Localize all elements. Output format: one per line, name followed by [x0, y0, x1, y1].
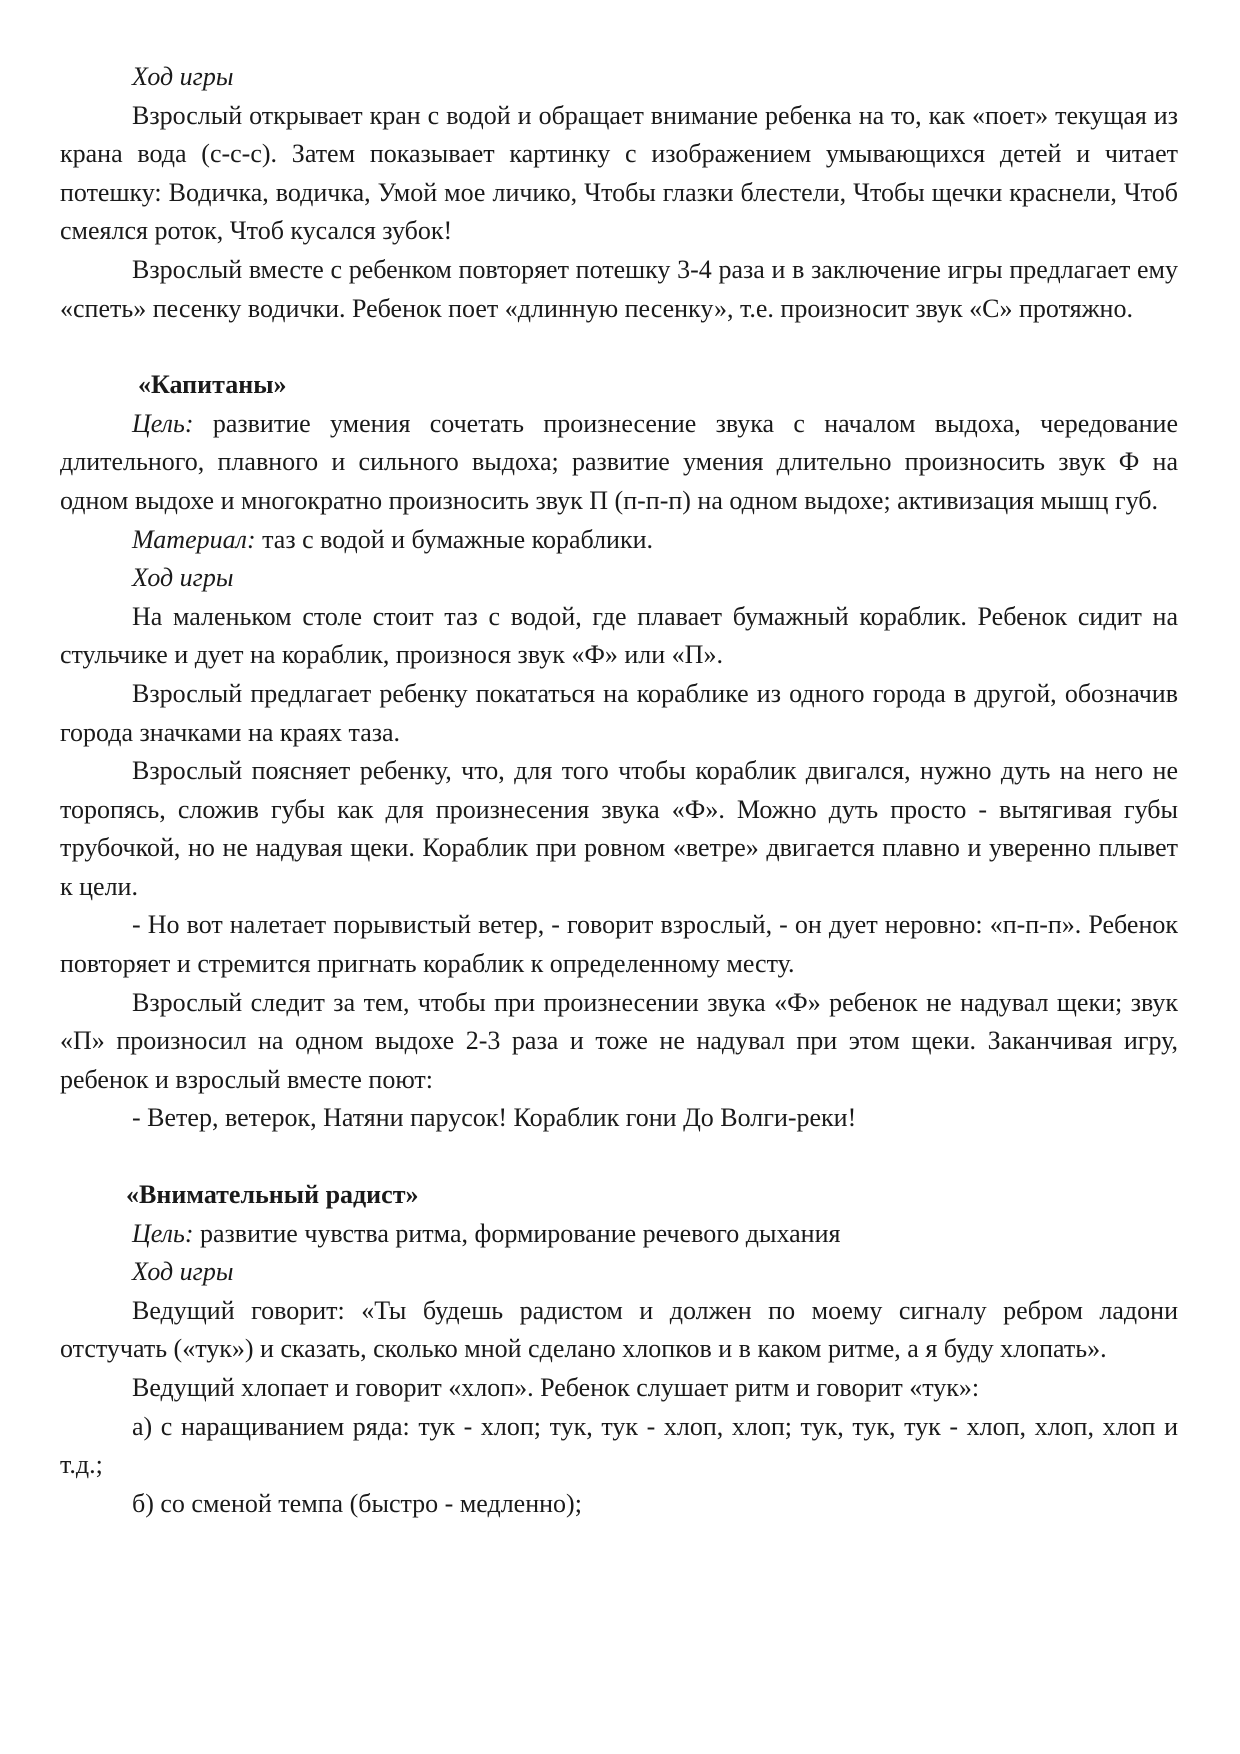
- section2-material-text: таз с водой и бумажные кораблики.: [255, 524, 654, 554]
- spacer: [60, 1138, 1178, 1176]
- section2-goal-label: Цель:: [132, 408, 194, 438]
- section3-paragraph-2: Ведущий хлопает и говорит «хлоп». Ребенок слушает ритм и говорит «тук»:: [132, 1373, 980, 1402]
- document-page: [60, 58, 1178, 1523]
- spacer: [60, 328, 1178, 366]
- section2-course-label: Ход игры: [132, 563, 234, 593]
- section2-goal-text: развитие умения сочетать произнесение звука с началом выдоха, чередование длительного, плавного и сильного выдоха; развитие умения длительно произносить звук Ф на одном выдохе и многократно произносить звук П (п-п-п) на одном выдохе; активизация мышц губ.: [60, 408, 1178, 515]
- section3-paragraph-1: Ведущий говорит: «Ты будешь радистом и должен по моему сигналу ребром ладони отстучать («тук») и сказать, сколько мной сделано хлопков и в каком ритме, а я буду хлопать».: [60, 1295, 1178, 1364]
- section1-paragraph-1: Взрослый открывает кран с водой и обращает внимание ребенка на то, как «поет» текущая из крана вода (с-с-с). Затем показывает картинку с изображением умывающихся детей и читает потешку: Водичка, водичка, Умой мое личико, Чтобы глазки блестели, Чтобы щечки краснели, Чтоб смеялся роток, Чтоб кусался зубок!: [60, 100, 1178, 246]
- section2-paragraph-3: Взрослый поясняет ребенку, что, для того чтобы кораблик двигался, нужно дуть на него не торопясь, сложив губы как для произнесения звука «Ф». Можно дуть просто - вытягивая губы трубочкой, но не надувая щеки. Кораблик при ровном «ветре» двигается плавно и уверенно плывет к цели.: [60, 756, 1178, 901]
- section3-item-b: б) со сменой темпа (быстро - медленно);: [132, 1488, 582, 1518]
- section3-goal-text: развитие чувства ритма, формирование речевого дыхания: [193, 1218, 841, 1248]
- section2-material-label: Материал:: [132, 524, 256, 554]
- section3-title: «Внимательный радист»: [126, 1180, 419, 1210]
- section3-course-label: Ход игры: [132, 1257, 234, 1287]
- section2-paragraph-5: Взрослый следит за тем, чтобы при произнесении звука «Ф» ребенок не надувал щеки; звук «П» произносил на одном выдохе 2-3 раза и тоже не надувал при этом щеки. Заканчивая игру, ребенок и взрослый вместе поют:: [60, 987, 1178, 1094]
- section2-paragraph-2: Взрослый предлагает ребенку покататься на кораблике из одного города в другой, обозначив города значками на краях таза.: [60, 678, 1178, 747]
- section2-paragraph-4: - Но вот налетает порывистый ветер, - говорит взрослый, - он дует неровно: «п-п-п». Ребенок повторяет и стремится пригнать кораблик к определенному месту.: [60, 910, 1178, 979]
- section2-paragraph-1: На маленьком столе стоит таз с водой, где плавает бумажный кораблик. Ребенок сидит на стульчике и дует на кораблик, произнося звук «Ф» или «П».: [60, 601, 1178, 670]
- section1-course-label: Ход игры: [132, 62, 234, 91]
- section2-material: [60, 521, 1178, 560]
- section2-title: «Капитаны»: [138, 370, 287, 400]
- section2-song: - Ветер, ветерок, Натяни парусок! Кораблик гони До Волги-реки!: [132, 1103, 857, 1133]
- section3-goal: [60, 1215, 1178, 1254]
- section1-paragraph-2: Взрослый вместе с ребенком повторяет потешку 3-4 раза и в заключение игры предлагает ему «спеть» песенку водички. Ребенок поет «длинную песенку», т.е. произносит звук «С» протяжно.: [60, 254, 1178, 323]
- section3-goal-label: Цель:: [132, 1218, 194, 1248]
- section3-item-a: а) с наращиванием ряда: тук - хлоп; тук, тук - хлоп, хлоп; тук, тук, тук - хлоп, хлоп, хлоп и т.д.;: [60, 1411, 1178, 1480]
- section2-goal: [60, 405, 1178, 521]
